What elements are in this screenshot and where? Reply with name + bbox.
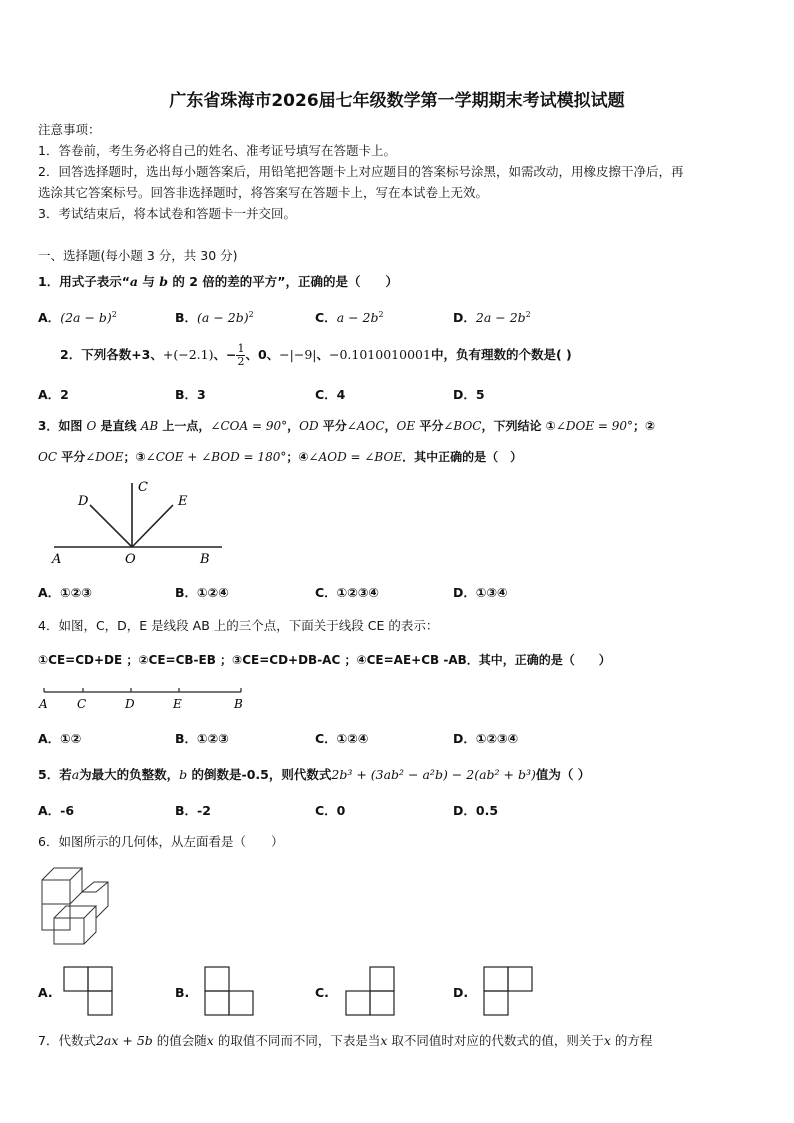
question-7-stem: 7．代数式2ax + 5b 的值会随x 的取值不同而不同，下表是当x 取不同值时对应的代数式的值，则关于x 的方程 xyxy=(38,1033,653,1048)
solid-figure xyxy=(38,862,114,952)
question-6-stem: 6．如图所示的几何体，从左面看是（ ） xyxy=(38,834,284,849)
option-a: A．$(2a - b)^2$ xyxy=(38,309,117,325)
label-a: A xyxy=(52,552,62,567)
label-a: A xyxy=(39,697,48,711)
notice-heading: 注意事项： xyxy=(38,122,101,137)
ray-od xyxy=(90,505,132,547)
option-c: C．4 xyxy=(315,387,346,402)
option-a: A．①②③ xyxy=(38,585,92,600)
option-d: D．5 xyxy=(453,387,485,402)
option-b-view xyxy=(203,965,257,1017)
label-b: B xyxy=(234,697,243,711)
question-5-stem: 5．若a为最大的负整数，b 的倒数是-0.5，则代数式2b³ + (3ab² − a²b) − 2(ab² + b³)值为（ ） xyxy=(38,767,591,782)
label-c: C xyxy=(77,697,87,711)
option-a: A．2 xyxy=(38,387,69,402)
label-e: E xyxy=(173,697,182,711)
option-b: B．$(a - 2b)^2$ xyxy=(175,309,254,325)
section-heading: 一、选择题(每小题 3 分，共 30 分) xyxy=(38,248,238,263)
label-e: E xyxy=(178,494,188,509)
label-d: D xyxy=(78,494,89,509)
option-d: D．①③④ xyxy=(453,585,508,600)
option-d-label: D. xyxy=(453,985,469,1000)
option-a-label: A. xyxy=(38,985,53,1000)
notice-item: 2．回答选择题时，选出每小题答案后，用铅笔把答题卡上对应题目的答案标号涂黑，如需改动，用橡皮擦干净后，再 xyxy=(38,164,684,179)
label-c: C xyxy=(138,480,148,495)
option-d: D．0.5 xyxy=(453,803,499,818)
label-d: D xyxy=(125,697,135,711)
option-b: B．-2 xyxy=(175,803,211,818)
option-b: B．①②③ xyxy=(175,731,229,746)
option-c-view xyxy=(344,965,398,1017)
option-a: A．-6 xyxy=(38,803,75,818)
question-4-stem: 4．如图，C，D，E 是线段 AB 上的三个点，下面关于线段 CE 的表示： xyxy=(38,618,439,633)
option-c: C．0 xyxy=(315,803,346,818)
ray-oe xyxy=(132,505,173,547)
option-d: D．$2a - 2b^2$ xyxy=(453,309,531,325)
label-o: O xyxy=(125,552,136,567)
option-c: C．①②④ xyxy=(315,731,369,746)
option-a: A．①② xyxy=(38,731,82,746)
option-c-label: C. xyxy=(315,985,329,1000)
option-b: B．3 xyxy=(175,387,206,402)
question-4-statements: ①CE=CD+DE ；②CE=CB-EB ；③CE=CD+DB-AC ；④CE=AE+CB -AB．其中，正确的是（ ） xyxy=(38,653,611,667)
option-d-view xyxy=(482,965,536,1017)
question-1-stem: 1．用式子表示“a 与 b 的 2 倍的差的平方”，正确的是（ ） xyxy=(38,274,398,289)
notice-item: 选涂其它答案标号。回答非选择题时，将答案写在答题卡上，写在本试卷上无效。 xyxy=(38,185,489,200)
option-b-label: B. xyxy=(175,985,190,1000)
option-c: C．①②③④ xyxy=(315,585,380,600)
notice-item: 3．考试结束后，将本试卷和答题卡一并交回。 xyxy=(38,206,296,221)
question-3-stem-line1: 3．如图 O 是直线 AB 上一点，∠COA = 90°，OD 平分∠AOC，OE 平分∠BOC，下列结论 ①∠DOE = 90°；② xyxy=(38,419,656,433)
question-2-stem: 2．下列各数+3、+(−2.1)、− $\frac{1}{2}$ 、0、−|−9|、−0.1010010001中，负有理数的个数是( ) xyxy=(60,342,572,368)
segment-figure xyxy=(38,683,250,713)
option-b: B．①②④ xyxy=(175,585,229,600)
label-b: B xyxy=(200,552,210,567)
angle-figure xyxy=(40,475,230,570)
page-title: 广东省珠海市2026届七年级数学第一学期期末考试模拟试题 xyxy=(169,91,625,111)
option-d: D．①②③④ xyxy=(453,731,519,746)
notice-item: 1．答卷前，考生务必将自己的姓名、准考证号填写在答题卡上。 xyxy=(38,143,396,158)
question-3-stem-line2: OC 平分∠DOE；③∠COE + ∠BOD = 180°；④∠AOD = ∠BOE．其中正确的是（ ） xyxy=(38,450,523,464)
option-c: C．$a - 2b^2$ xyxy=(315,309,384,325)
option-a-view xyxy=(62,965,116,1017)
